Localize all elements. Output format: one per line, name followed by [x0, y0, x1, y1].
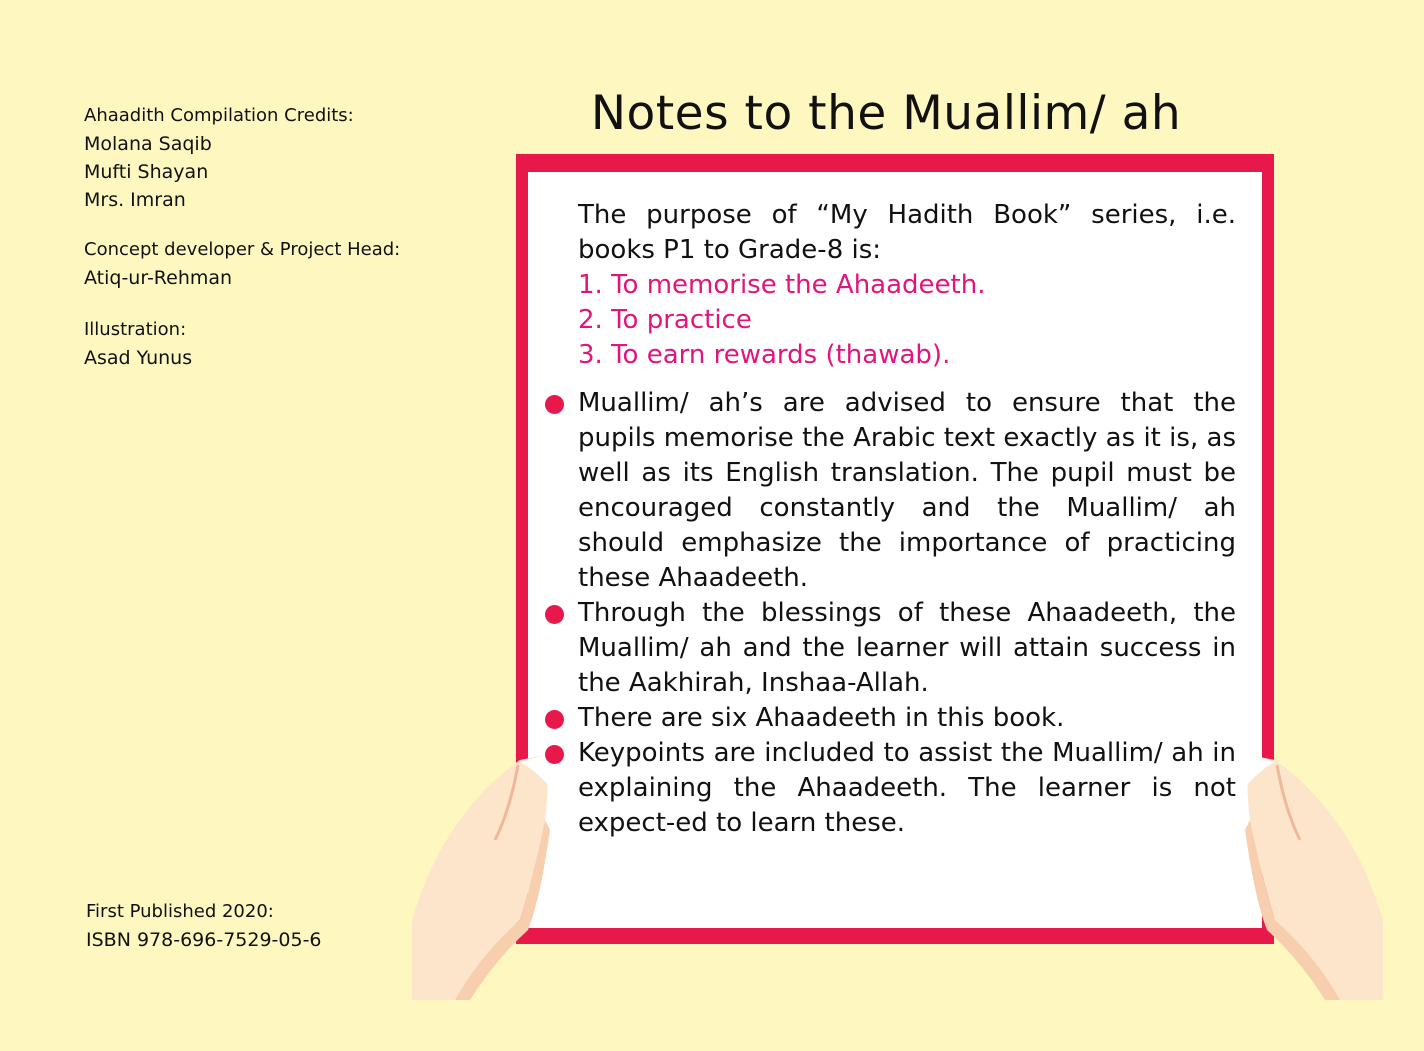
publication-info	[86, 898, 322, 954]
bullet-item	[578, 386, 1236, 596]
compiler-name: Mrs. Imran	[84, 189, 186, 211]
bullet-text: There are six Ahaadeeth in this book.	[578, 703, 1065, 733]
concept-name: Atiq-ur-Rehman	[84, 267, 233, 289]
purpose-item: 2. To practice	[578, 305, 752, 335]
bullet-item	[578, 736, 1236, 841]
concept-label: Concept developer & Project Head:	[84, 239, 401, 260]
bullet-dot-icon	[545, 395, 564, 414]
bullet-item	[578, 596, 1236, 701]
isbn: ISBN 978-696-7529-05-6	[86, 929, 322, 951]
illustration-label: Illustration:	[84, 319, 187, 340]
published-label: First Published 2020:	[86, 901, 274, 922]
bullet-dot-icon	[545, 710, 564, 729]
compiler-name: Mufti Shayan	[84, 161, 209, 183]
credits-illustration	[84, 316, 192, 372]
bullet-dot-icon	[545, 745, 564, 764]
illustration-name: Asad Yunus	[84, 347, 193, 369]
credits-compilation	[84, 102, 354, 214]
credits-concept	[84, 236, 400, 292]
bullet-text: Through the blessings of these Ahaadeeth, the Muallim/ ah and the learner will attain success in the Aakhirah, Inshaa-Allah.	[578, 598, 1236, 698]
bullet-dot-icon	[545, 605, 564, 624]
page-title: Notes to the Muallim/ ah	[590, 86, 1182, 141]
notes-content	[578, 198, 1236, 841]
intro-text: The purpose of “My Hadith Book” series, i.e. books P1 to Grade-8 is:	[578, 200, 1236, 265]
bullet-item	[578, 701, 1236, 736]
right-hand-illustration	[1235, 740, 1395, 1010]
bullet-text: Muallim/ ah’s are advised to ensure that the pupils memorise the Arabic text exactly as it is, as well as its English translation. The pupil must be encouraged constantly and the Muallim/ ah should emphasize the importance of practicing these Ahaadeeth.	[578, 388, 1236, 593]
compilation-label: Ahaadith Compilation Credits:	[84, 105, 354, 126]
purpose-item: 3. To earn rewards (thawab).	[578, 340, 951, 370]
left-hand-illustration	[400, 740, 560, 1010]
bullet-text: Keypoints are included to assist the Muallim/ ah in explaining the Ahaadeeth. The learner is not expect-ed to learn these.	[578, 738, 1236, 838]
compiler-name: Molana Saqib	[84, 133, 212, 155]
purpose-item: 1. To memorise the Ahaadeeth.	[578, 270, 986, 300]
